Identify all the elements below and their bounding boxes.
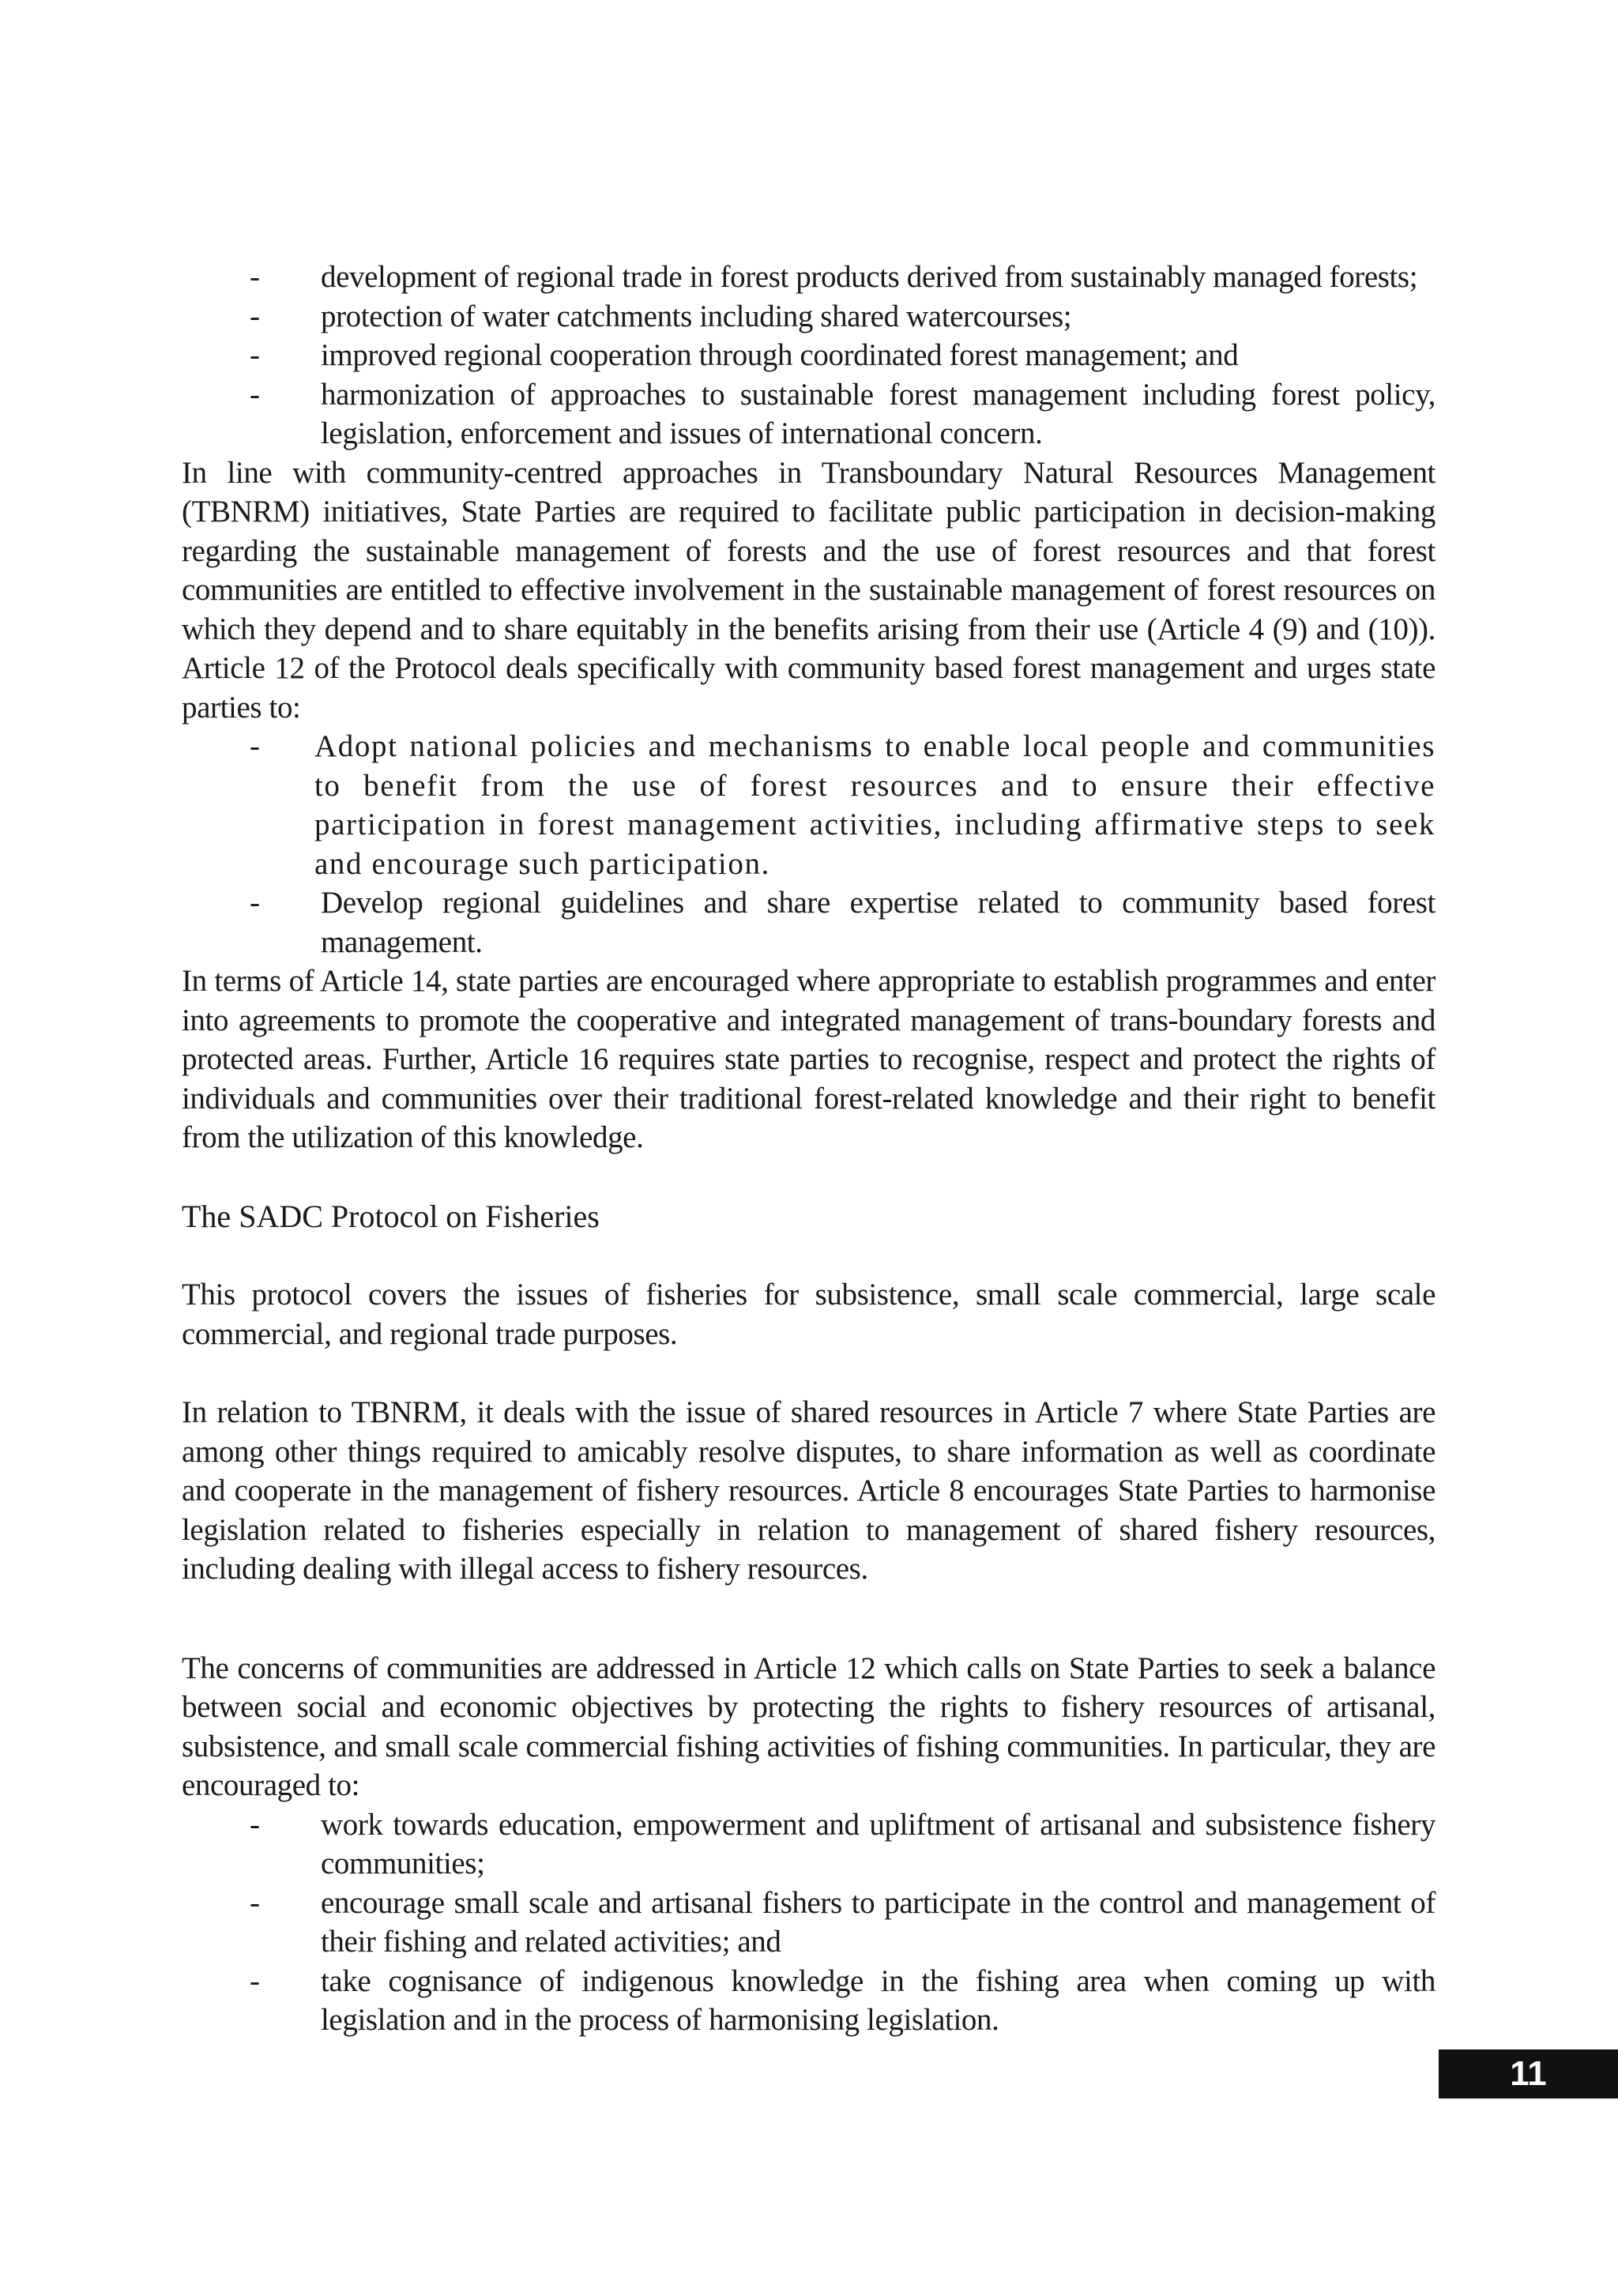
list-item bbox=[182, 1805, 1436, 1884]
article-12-list bbox=[182, 727, 1436, 962]
tbnrm-shared-resources-paragraph: In relation to TBNRM, it deals with the issue of shared resources in Article 7 where State Parties are among other things required to amicably resolve disputes, to share information as well as coordinate and cooperate in the management of fishery resources. Article 8 encourages State Parties to harmonise legislation related to fisheries especially in relation to management of shared fishery resources, including dealing with illegal access to fishery resources. bbox=[182, 1395, 1436, 1586]
list-item-text: Develop regional guidelines and share expertise related to community based forest management. bbox=[321, 886, 1436, 959]
community-participation-paragraph: In line with community-centred approaches in Transboundary Natural Resources Management (TBNRM) initiatives, State Parties are required to facilitate public participation in decision-making regarding the sustainable management of forests and the use of forest resources and that forest communities are entitled to effective involvement in the sustainable management of forest resources on which they depend and to share equitably in the benefits arising from their use (Article 4 (9) and (10)). Article 12 of the Protocol deals specifically with community based forest management and urges state parties to: bbox=[182, 455, 1436, 725]
list-item-text: harmonization of approaches to sustainable forest management including forest policy, legislation, enforcement and issues of international concern. bbox=[321, 377, 1436, 450]
bullet-dash: - bbox=[250, 886, 260, 920]
bullet-dash: - bbox=[250, 1885, 260, 1920]
list-item bbox=[182, 375, 1436, 454]
bullet-dash: - bbox=[250, 338, 260, 372]
section-heading-fisheries: The SADC Protocol on Fisheries bbox=[182, 1198, 600, 1234]
page-content bbox=[182, 258, 1436, 2040]
bullet-dash: - bbox=[250, 377, 260, 412]
list-item bbox=[182, 1962, 1436, 2040]
list-item-text: Adopt national policies and mechanisms to enable local people and communities to benefit from the use of forest resources and to ensure their effective participation in forest management activities, including affirmative steps to seek and encourage such participation. bbox=[314, 729, 1436, 881]
bullet-dash: - bbox=[250, 260, 260, 294]
page-number-tab: 11 bbox=[1439, 2049, 1618, 2098]
list-item bbox=[182, 258, 1436, 297]
bullet-dash: - bbox=[250, 299, 260, 333]
list-item-text: development of regional trade in forest products derived from sustainably managed forests; bbox=[321, 260, 1418, 294]
list-item-text: work towards education, empowerment and upliftment of artisanal and subsistence fishery communities; bbox=[321, 1807, 1436, 1880]
fisheries-scope-paragraph: This protocol covers the issues of fisheries for subsistence, small scale commercial, large scale commercial, and regional trade purposes. bbox=[182, 1278, 1436, 1351]
list-item bbox=[182, 883, 1436, 962]
list-item bbox=[182, 727, 1436, 883]
forest-objectives-list bbox=[182, 258, 1436, 454]
list-item-text: take cognisance of indigenous knowledge in the fishing area when coming up with legislation and in the process of harmonising legislation. bbox=[321, 1963, 1436, 2037]
bullet-dash: - bbox=[250, 1807, 260, 1842]
list-item-text: encourage small scale and artisanal fishers to participate in the control and management of their fishing and related activities; and bbox=[321, 1885, 1436, 1959]
bullet-dash: - bbox=[250, 729, 262, 763]
list-item bbox=[182, 336, 1436, 375]
list-item-text: protection of water catchments including shared watercourses; bbox=[321, 299, 1072, 333]
article-14-paragraph: In terms of Article 14, state parties are encouraged where appropriate to establish programmes and enter into agreements to promote the cooperative and integrated management of trans-boundary forests and protected areas. Further, Article 16 requires state parties to recognise, respect and protect the rights of individuals and communities over their traditional forest-related knowledge and their right to benefit from the utilization of this knowledge. bbox=[182, 964, 1436, 1154]
list-item bbox=[182, 1884, 1436, 1962]
community-concerns-paragraph: The concerns of communities are addressed in Article 12 which calls on State Parties to seek a balance between social and economic objectives by protecting the rights to fishery resources of artisanal, subsistence, and small scale commercial fishing activities of fishing communities. In particular, they are encouraged to: bbox=[182, 1650, 1436, 1802]
list-item bbox=[182, 297, 1436, 337]
list-item-text: improved regional cooperation through coordinated forest management; and bbox=[321, 338, 1239, 372]
fisheries-encouragement-list bbox=[182, 1805, 1436, 2040]
bullet-dash: - bbox=[250, 1963, 260, 1998]
